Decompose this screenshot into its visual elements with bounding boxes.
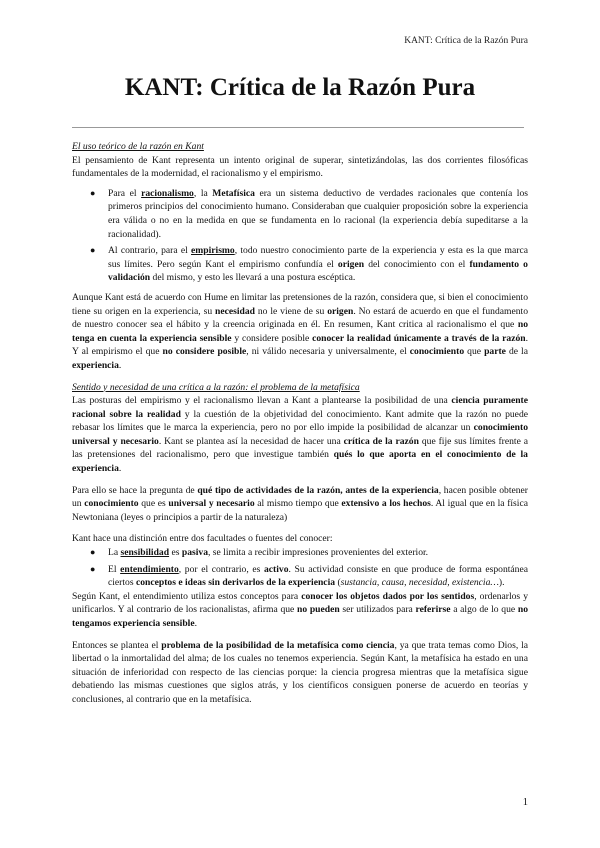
list-item-entendimiento: ● El entendimiento, por el contrario, es activo. Su actividad consiste en que produce de forma espontánea ciertos conceptos e ideas sin derivarlos de la experiencia (sustancia, causa, necesidad, existencia…). bbox=[90, 563, 528, 589]
section1-intro: El pensamiento de Kant representa un intento original de superar, sintetizándolas, las dos corrientes filosóficas fundamentales de la modernidad, el racionalismo y el empirismo. bbox=[72, 154, 528, 180]
page-number: 1 bbox=[522, 797, 528, 808]
section1-paragraph-hume: Aunque Kant está de acuerdo con Hume en limitar las pretensiones de la razón, considera que, si bien el conocimiento tiene su origen en la experiencia, su necesidad no le viene de su origen. No estará de acuerdo en que el fundamento de nuestro conocer sea el hábito y la creencia originada en él. En resumen, Kant critica al racionalismo el que no tenga en cuenta la experiencia sensible y considere posible conocer la realidad únicamente a través de la razón. Y al empirismo el que no considere posible, ni válido necesaria y universalmente, el conocimiento que parte de la experiencia. bbox=[72, 291, 528, 371]
section2-paragraph-metafisica: Entonces se plantea el problema de la posibilidad de la metafísica como ciencia, ya que trata temas como Dios, la libertad o la inmortalidad del alma; de los cuales no tenemos experiencia. Según Kant, la metafísica ha estado en una situación de inferioridad con respecto de las ciencias porque: la ciencia progresa mientras que la metafísica sigue debatiendo las mismas cuestiones que siglos atrás, y los científicos consiguen ponerse de acuerdo en teorías y conclusiones, al contrario que en la metafísica. bbox=[72, 639, 528, 705]
bullet-icon: ● bbox=[90, 245, 96, 256]
section-heading-uso-teorico: El uso teórico de la razón en Kant bbox=[72, 141, 204, 152]
document-title: KANT: Crítica de la Razón Pura bbox=[124, 74, 476, 101]
running-header: KANT: Crítica de la Razón Pura bbox=[404, 36, 528, 46]
list-item-sensibilidad: ● La sensibilidad es pasiva, se limita a recibir impresiones provenientes del exterior. bbox=[90, 547, 429, 559]
section1-bullet-list bbox=[72, 187, 528, 285]
section-heading-sentido-necesidad: Sentido y necesidad de una crítica a la razón: el problema de la metafísica bbox=[72, 381, 360, 393]
section2-paragraph-posturas: Las posturas del empirismo y el racionalismo llevan a Kant a plantearse la posibilidad de una ciencia puramente racional sobre la realidad y la cuestión de la objetividad del conocimiento. Kant admite que la razón no puede rebasar los límites que le marca la experiencia, pero no por ello impide la posibilidad de alcanzar un conocimiento universal y necesario. Kant se plantea así la necesidad de hacer una crítica de la razón que fije sus límites frente a las pretensiones del racionalismo, pero que investigue también qués lo que aporta en el conocimiento de la experiencia. bbox=[72, 395, 528, 475]
section2-bullet-list bbox=[72, 546, 528, 590]
bullet-icon: ● bbox=[90, 187, 96, 198]
section2-paragraph-facultades: Kant hace una distinción entre dos facultades o fuentes del conocer: bbox=[72, 533, 333, 545]
document-body bbox=[72, 140, 528, 707]
section2-paragraph-pregunta: Para ello se hace la pregunta de qué tipo de actividades de la razón, antes de la experiencia, hacen posible obtener un conocimiento que es universal y necesario al mismo tiempo que extensivo a los hechos. Al igual que en la física Newtoniana (leyes o principios a partir de la naturaleza) bbox=[72, 484, 529, 523]
bullet-icon: ● bbox=[90, 547, 96, 558]
title-divider bbox=[72, 127, 524, 128]
section2-paragraph-entendimiento: Según Kant, el entendimiento utiliza estos conceptos para conocer los objetos dados por los sentidos, ordenarlos y unificarlos. Y al contrario de los racionalistas, afirma que no pueden ser utilizados para referirse a algo de lo que no tengamos experiencia sensible. bbox=[72, 590, 528, 629]
list-item-racionalismo: ● Para el racionalismo, la Metafísica era un sistema deductivo de verdades racionales que contenía los primeros principios del conocimiento humano. Consideraban que cualquier proposición sobre la experiencia era válida o no en la medida en que se fundamenta en lo racional (la experiencia debía supeditarse a la racionalidad). bbox=[90, 187, 528, 240]
bullet-icon: ● bbox=[90, 563, 96, 574]
list-item-empirismo: ● Al contrario, para el empirismo, todo nuestro conocimiento parte de la experiencia y esta es la que marca sus límites. Pero según Kant el empirismo confundía el origen del conocimiento con el fundamento o validación del mismo, y esto les llevará a una postura escéptica. bbox=[90, 245, 528, 284]
